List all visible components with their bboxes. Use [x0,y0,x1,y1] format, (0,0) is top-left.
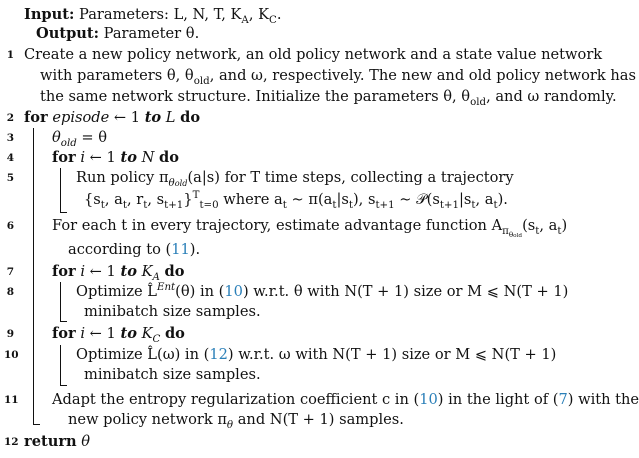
loop-kc-rule-end [60,385,67,386]
loop-kc-rule [60,345,61,385]
input-text: Parameters: L, N, T, K [79,6,242,23]
ref-10-link[interactable]: 10 [224,283,243,300]
input-label: Input: [24,6,75,23]
loop-n-rule-end [60,212,67,213]
loop-n-rule [60,168,61,212]
output-label: Output: [36,25,100,42]
ref-12-link[interactable]: 12 [209,346,228,363]
ref-11-link[interactable]: 11 [171,241,190,258]
output-text: Parameter θ. [103,25,200,42]
ref-7-link[interactable]: 7 [558,391,568,408]
ref-10-link-2[interactable]: 10 [419,391,438,408]
loop-ka-rule [60,282,61,321]
outer-loop-rule-end [33,424,40,425]
loop-ka-rule-end [60,321,67,322]
outer-loop-rule [33,128,34,424]
algorithm-block: Input: Parameters: L, N, T, $K_A$, $K_C$. Output: Parameter θ. 1 Create a new policy network, an old policy network and a state value network with parameters θ, $\theta_{old}$, and ω, respectively. The new and old policy network has the same network structure. Initialize the parameters θ, $\theta_{old}$, and ω randomly. 2 for episode ← 1 to L do 3 $\theta_{old} = \theta$ 4 for i ← 1 to N do 5 Run policy $\pi_{\theta old}(a|s)$ for T time steps, collecting a trajectory {$s_t$, $a_t$, $r_t$, $s_{t+1}\}^T_{t=0}$ where $a_t$ ∼ $\pi(a_t|s_t)$, $s_{t+1}$ ∼ $𝒫(s_{t+1}|s_t$, $a_t$). 6 For each t in every trajectory, estimate advantage function $A_{\pi_{\theta old}}(s_t$, $a_t$) according to (11). 7 for i ← 1 to $K_A$ do 8 Optimize L̂$^{Ent}$(θ) in (10) w.r.t. θ with N(T + 1) size or M ⩽ N(T + 1) minibatch size samples. 9 for i ← 1 to $K_C$ do 10 Optimize L̂(ω) in (12) w.r.t. ω with N(T + 1) size or M ⩽ N(T + 1) minibatch size samples. 11 Adapt the entropy regularization coefficient c in (10) in the light of (7) with the new policy network $\pi_\theta$ and N(T + 1) samples. 12 return θ [4,6,639,450]
